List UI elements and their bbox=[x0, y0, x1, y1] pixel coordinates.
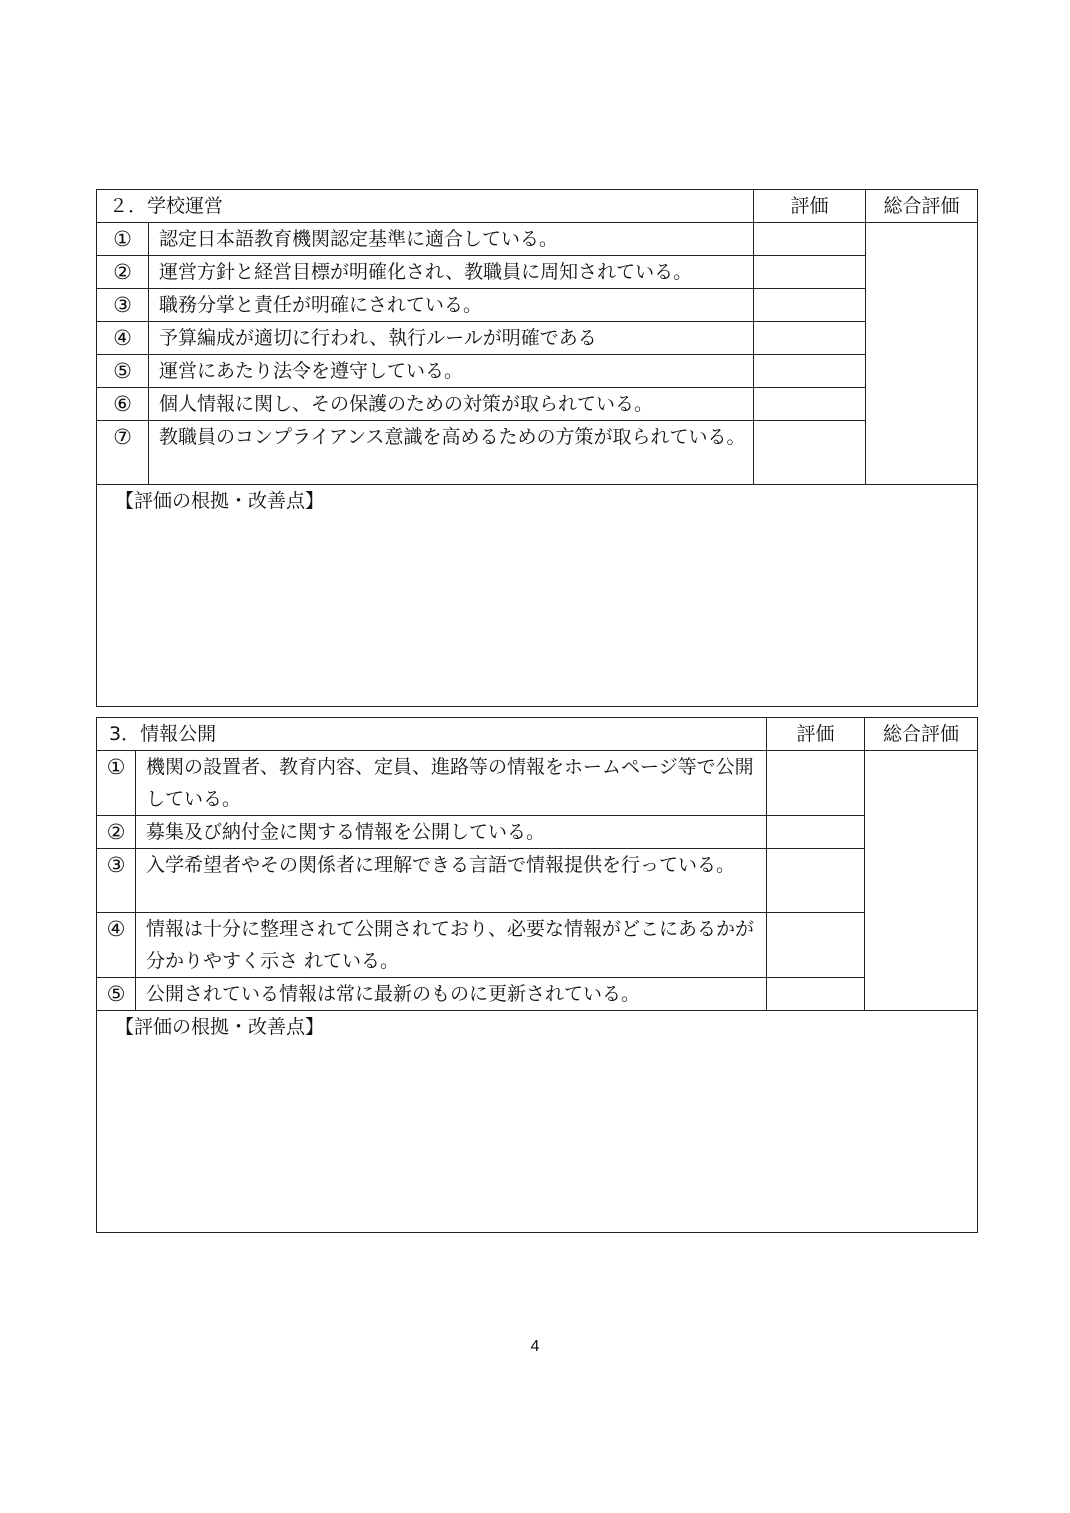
notes-body[interactable] bbox=[115, 1043, 977, 1232]
item-text: 入学希望者やその関係者に理解できる言語で情報提供を行っている。 bbox=[136, 849, 767, 913]
item-text: 教職員のコンプライアンス意識を高めるための方策が取られている。 bbox=[149, 421, 754, 485]
item-number: ② bbox=[97, 256, 149, 289]
section-title: ２．学校運営 bbox=[97, 190, 754, 223]
eval-cell[interactable] bbox=[767, 751, 865, 816]
notes-area[interactable] bbox=[97, 1011, 978, 1233]
item-number: ③ bbox=[97, 289, 149, 322]
eval-cell[interactable] bbox=[754, 289, 866, 322]
item-number: ③ bbox=[97, 849, 136, 913]
eval-column-header: 評価 bbox=[754, 190, 866, 223]
section-title: 3．情報公開 bbox=[97, 718, 767, 751]
item-text: 公開されている情報は常に最新のものに更新されている。 bbox=[136, 978, 767, 1011]
overall-eval-column-header: 総合評価 bbox=[865, 718, 978, 751]
item-number: ⑥ bbox=[97, 388, 149, 421]
notes-label: 【評価の根拠・改善点】 bbox=[115, 1016, 325, 1038]
item-text: 運営にあたり法令を遵守している。 bbox=[149, 355, 754, 388]
item-number: ④ bbox=[97, 322, 149, 355]
overall-eval-cell[interactable] bbox=[866, 223, 978, 485]
item-number: ⑤ bbox=[97, 978, 136, 1011]
item-number: ⑦ bbox=[97, 421, 149, 485]
eval-cell[interactable] bbox=[767, 816, 865, 849]
item-text: 認定日本語教育機関認定基準に適合している。 bbox=[149, 223, 754, 256]
eval-cell[interactable] bbox=[767, 849, 865, 913]
notes-label: 【評価の根拠・改善点】 bbox=[115, 490, 325, 512]
item-text: 機関の設置者、教育内容、定員、進路等の情報をホームページ等で公開している。 bbox=[136, 751, 767, 816]
notes-body[interactable] bbox=[115, 517, 977, 706]
item-text: 予算編成が適切に行われ、執行ルールが明確である bbox=[149, 322, 754, 355]
eval-cell[interactable] bbox=[754, 256, 866, 289]
eval-cell[interactable] bbox=[754, 322, 866, 355]
eval-cell[interactable] bbox=[754, 388, 866, 421]
eval-cell[interactable] bbox=[767, 978, 865, 1011]
item-text: 運営方針と経営目標が明確化され、教職員に周知されている。 bbox=[149, 256, 754, 289]
eval-cell[interactable] bbox=[754, 421, 866, 485]
item-number: ① bbox=[97, 223, 149, 256]
school-management-table bbox=[96, 189, 978, 707]
item-text: 職務分掌と責任が明確にされている。 bbox=[149, 289, 754, 322]
overall-eval-column-header: 総合評価 bbox=[866, 190, 978, 223]
item-number: ② bbox=[97, 816, 136, 849]
item-text: 募集及び納付金に関する情報を公開している。 bbox=[136, 816, 767, 849]
item-number: ① bbox=[97, 751, 136, 816]
item-number: ④ bbox=[97, 913, 136, 978]
eval-cell[interactable] bbox=[754, 355, 866, 388]
overall-eval-cell[interactable] bbox=[865, 751, 978, 1011]
item-text: 情報は十分に整理されて公開されており、必要な情報がどこにあるかが分かりやすく示さ れている。 bbox=[136, 913, 767, 978]
eval-cell[interactable] bbox=[767, 913, 865, 978]
item-text: 個人情報に関し、その保護のための対策が取られている。 bbox=[149, 388, 754, 421]
eval-column-header: 評価 bbox=[767, 718, 865, 751]
notes-area[interactable] bbox=[97, 485, 978, 707]
eval-cell[interactable] bbox=[754, 223, 866, 256]
item-number: ⑤ bbox=[97, 355, 149, 388]
page-number: 4 bbox=[530, 1338, 540, 1355]
information-disclosure-table bbox=[96, 717, 978, 1233]
